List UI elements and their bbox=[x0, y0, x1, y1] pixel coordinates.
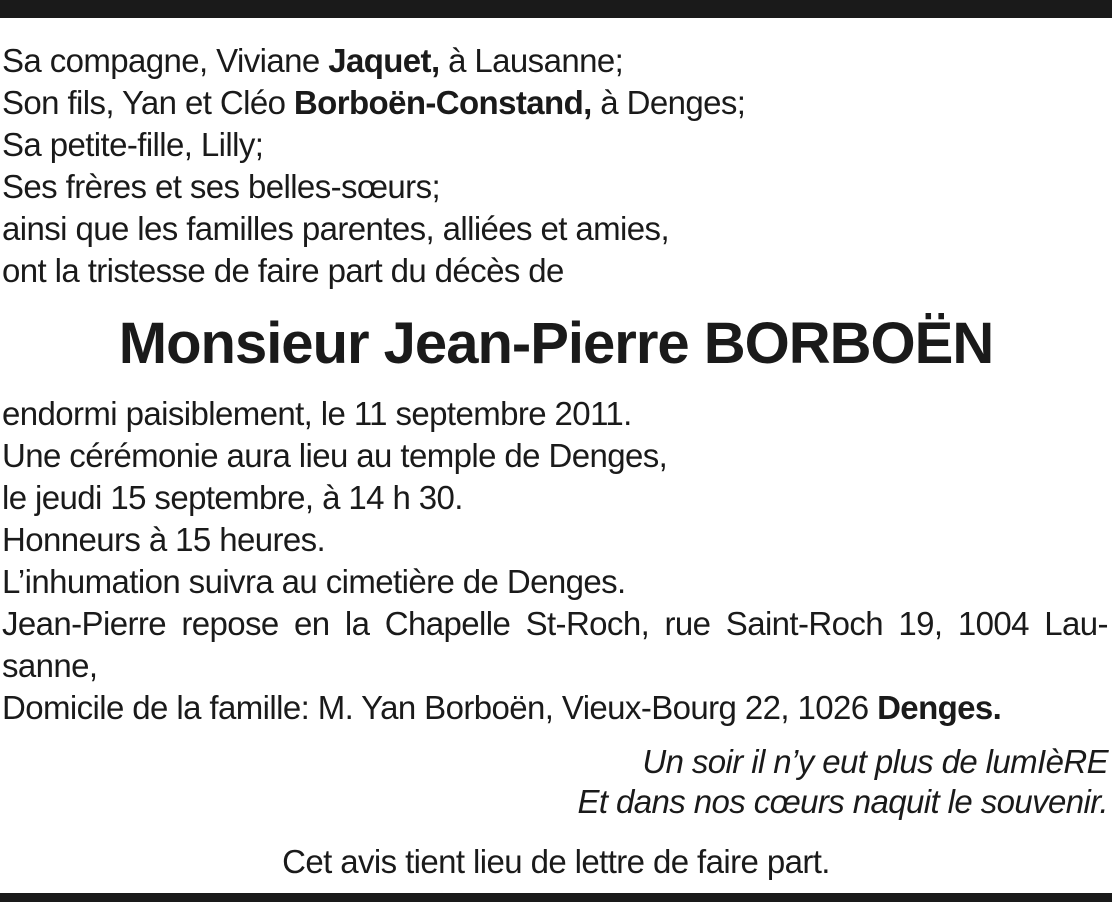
details-line-5: L’inhumation suivra au cimetière de Denges. bbox=[2, 563, 626, 600]
verse-line-1: Un soir il n’y eut plus de lumIèRE bbox=[642, 743, 1108, 780]
details-line-6-word: Chapelle bbox=[384, 605, 511, 642]
details-line-4: Honneurs à 15 heures. bbox=[2, 521, 326, 558]
intro-line-1 bbox=[2, 40, 1108, 82]
bottom-rule bbox=[0, 893, 1112, 902]
details-line-1: endormi paisiblement, le 11 septembre 2011. bbox=[2, 395, 632, 432]
details-line-6-word: en bbox=[294, 605, 330, 642]
details-line-6-justified bbox=[2, 603, 1108, 645]
verse-line-2: Et dans nos cœurs naquit le souvenir. bbox=[577, 783, 1108, 820]
intro-line-1-text: Sa compagne, Viviane bbox=[2, 42, 329, 79]
intro-line-5: ainsi que les familles parentes, alliées et amies, bbox=[2, 210, 670, 247]
details-line-3: le jeudi 15 septembre, à 14 h 30. bbox=[2, 479, 463, 516]
ceremony-details bbox=[2, 393, 1108, 729]
details-line-6-word: repose bbox=[181, 605, 279, 642]
top-rule bbox=[0, 0, 1112, 18]
memorial-verse bbox=[577, 742, 1108, 822]
details-line-2: Une cérémonie aura lieu au temple de Denges, bbox=[2, 437, 668, 474]
details-line-6-word: Saint-Roch bbox=[725, 605, 884, 642]
intro-line-6: ont la tristesse de faire part du décès de bbox=[2, 252, 564, 289]
details-line-6-word: St-Roch, bbox=[525, 605, 650, 642]
details-line-7: sanne, bbox=[2, 647, 98, 684]
intro-line-2-text: Son fils, Yan et Cléo bbox=[2, 84, 294, 121]
details-line-6-word: Lau- bbox=[1044, 605, 1108, 642]
intro-line-1-place: à Lausanne; bbox=[439, 42, 624, 79]
surname-borboen-constand: Borboën-Constand, bbox=[293, 84, 592, 121]
details-line-6-word: 1004 bbox=[957, 605, 1029, 642]
family-announcement bbox=[2, 40, 1108, 292]
deceased-name-heading: Monsieur Jean-Pierre BORBOËN bbox=[118, 311, 994, 376]
intro-line-2-place: à Denges; bbox=[591, 84, 746, 121]
family-address: Domicile de la famille: M. Yan Borboën, Vieux-Bourg 22, 1026 bbox=[2, 689, 878, 726]
intro-line-2 bbox=[2, 82, 1108, 124]
details-line-6-word: Jean-Pierre bbox=[2, 605, 166, 642]
town-denges: Denges. bbox=[877, 689, 1002, 726]
details-line-6-word: la bbox=[344, 605, 370, 642]
details-line-6-word: rue bbox=[664, 605, 711, 642]
surname-jaquet: Jaquet, bbox=[328, 42, 440, 79]
details-line-8 bbox=[2, 687, 1108, 729]
details-line-6-word: 19, bbox=[898, 605, 943, 642]
intro-line-4: Ses frères et ses belles-sœurs; bbox=[2, 168, 441, 205]
intro-line-3: Sa petite-fille, Lilly; bbox=[2, 126, 264, 163]
notice-footer: Cet avis tient lieu de lettre de faire part. bbox=[282, 843, 830, 880]
